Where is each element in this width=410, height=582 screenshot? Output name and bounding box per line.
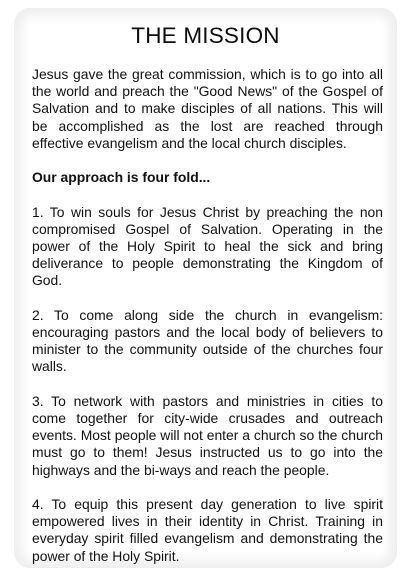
mission-content xyxy=(32,66,383,582)
intro-paragraph: Jesus gave the great commission, which is to go into all the world and preach the "Good News" of the Gospel of Salvation and to make disciples of all nations. This will be accomplished as the lost are reached through effective evangelism and the local church disciples. xyxy=(32,66,383,151)
page-title: THE MISSION xyxy=(131,23,280,48)
approach-point-3: 3. To network with pastors and ministries in cities to come together for city-wide crusades and outreach events. Most people will not enter a church so the church must go to them! Jesus instructed us to go into the highways and the bi-ways and reach the people. xyxy=(32,392,383,478)
approach-point-1: 1. To win souls for Jesus Christ by preaching the non compromised Gospel of Salvation. Operating in the power of the Holy Spirit to heal the sick and bring deliverance to people demonstrating the Kingdom of God. xyxy=(32,203,383,289)
approach-heading: Our approach is four fold... xyxy=(32,169,211,186)
mission-panel xyxy=(14,8,397,568)
approach-point-2: 2. To come along side the church in evangelism: encouraging pastors and the local body of believers to minister to the community outside of the churches four walls. xyxy=(32,306,383,375)
approach-point-4: 4. To equip this present day generation to live spirit empowered lives in their identity in Christ. Training in everyday spirit filled evangelism and demonstrating the power of the Holy Spirit. xyxy=(32,496,383,564)
